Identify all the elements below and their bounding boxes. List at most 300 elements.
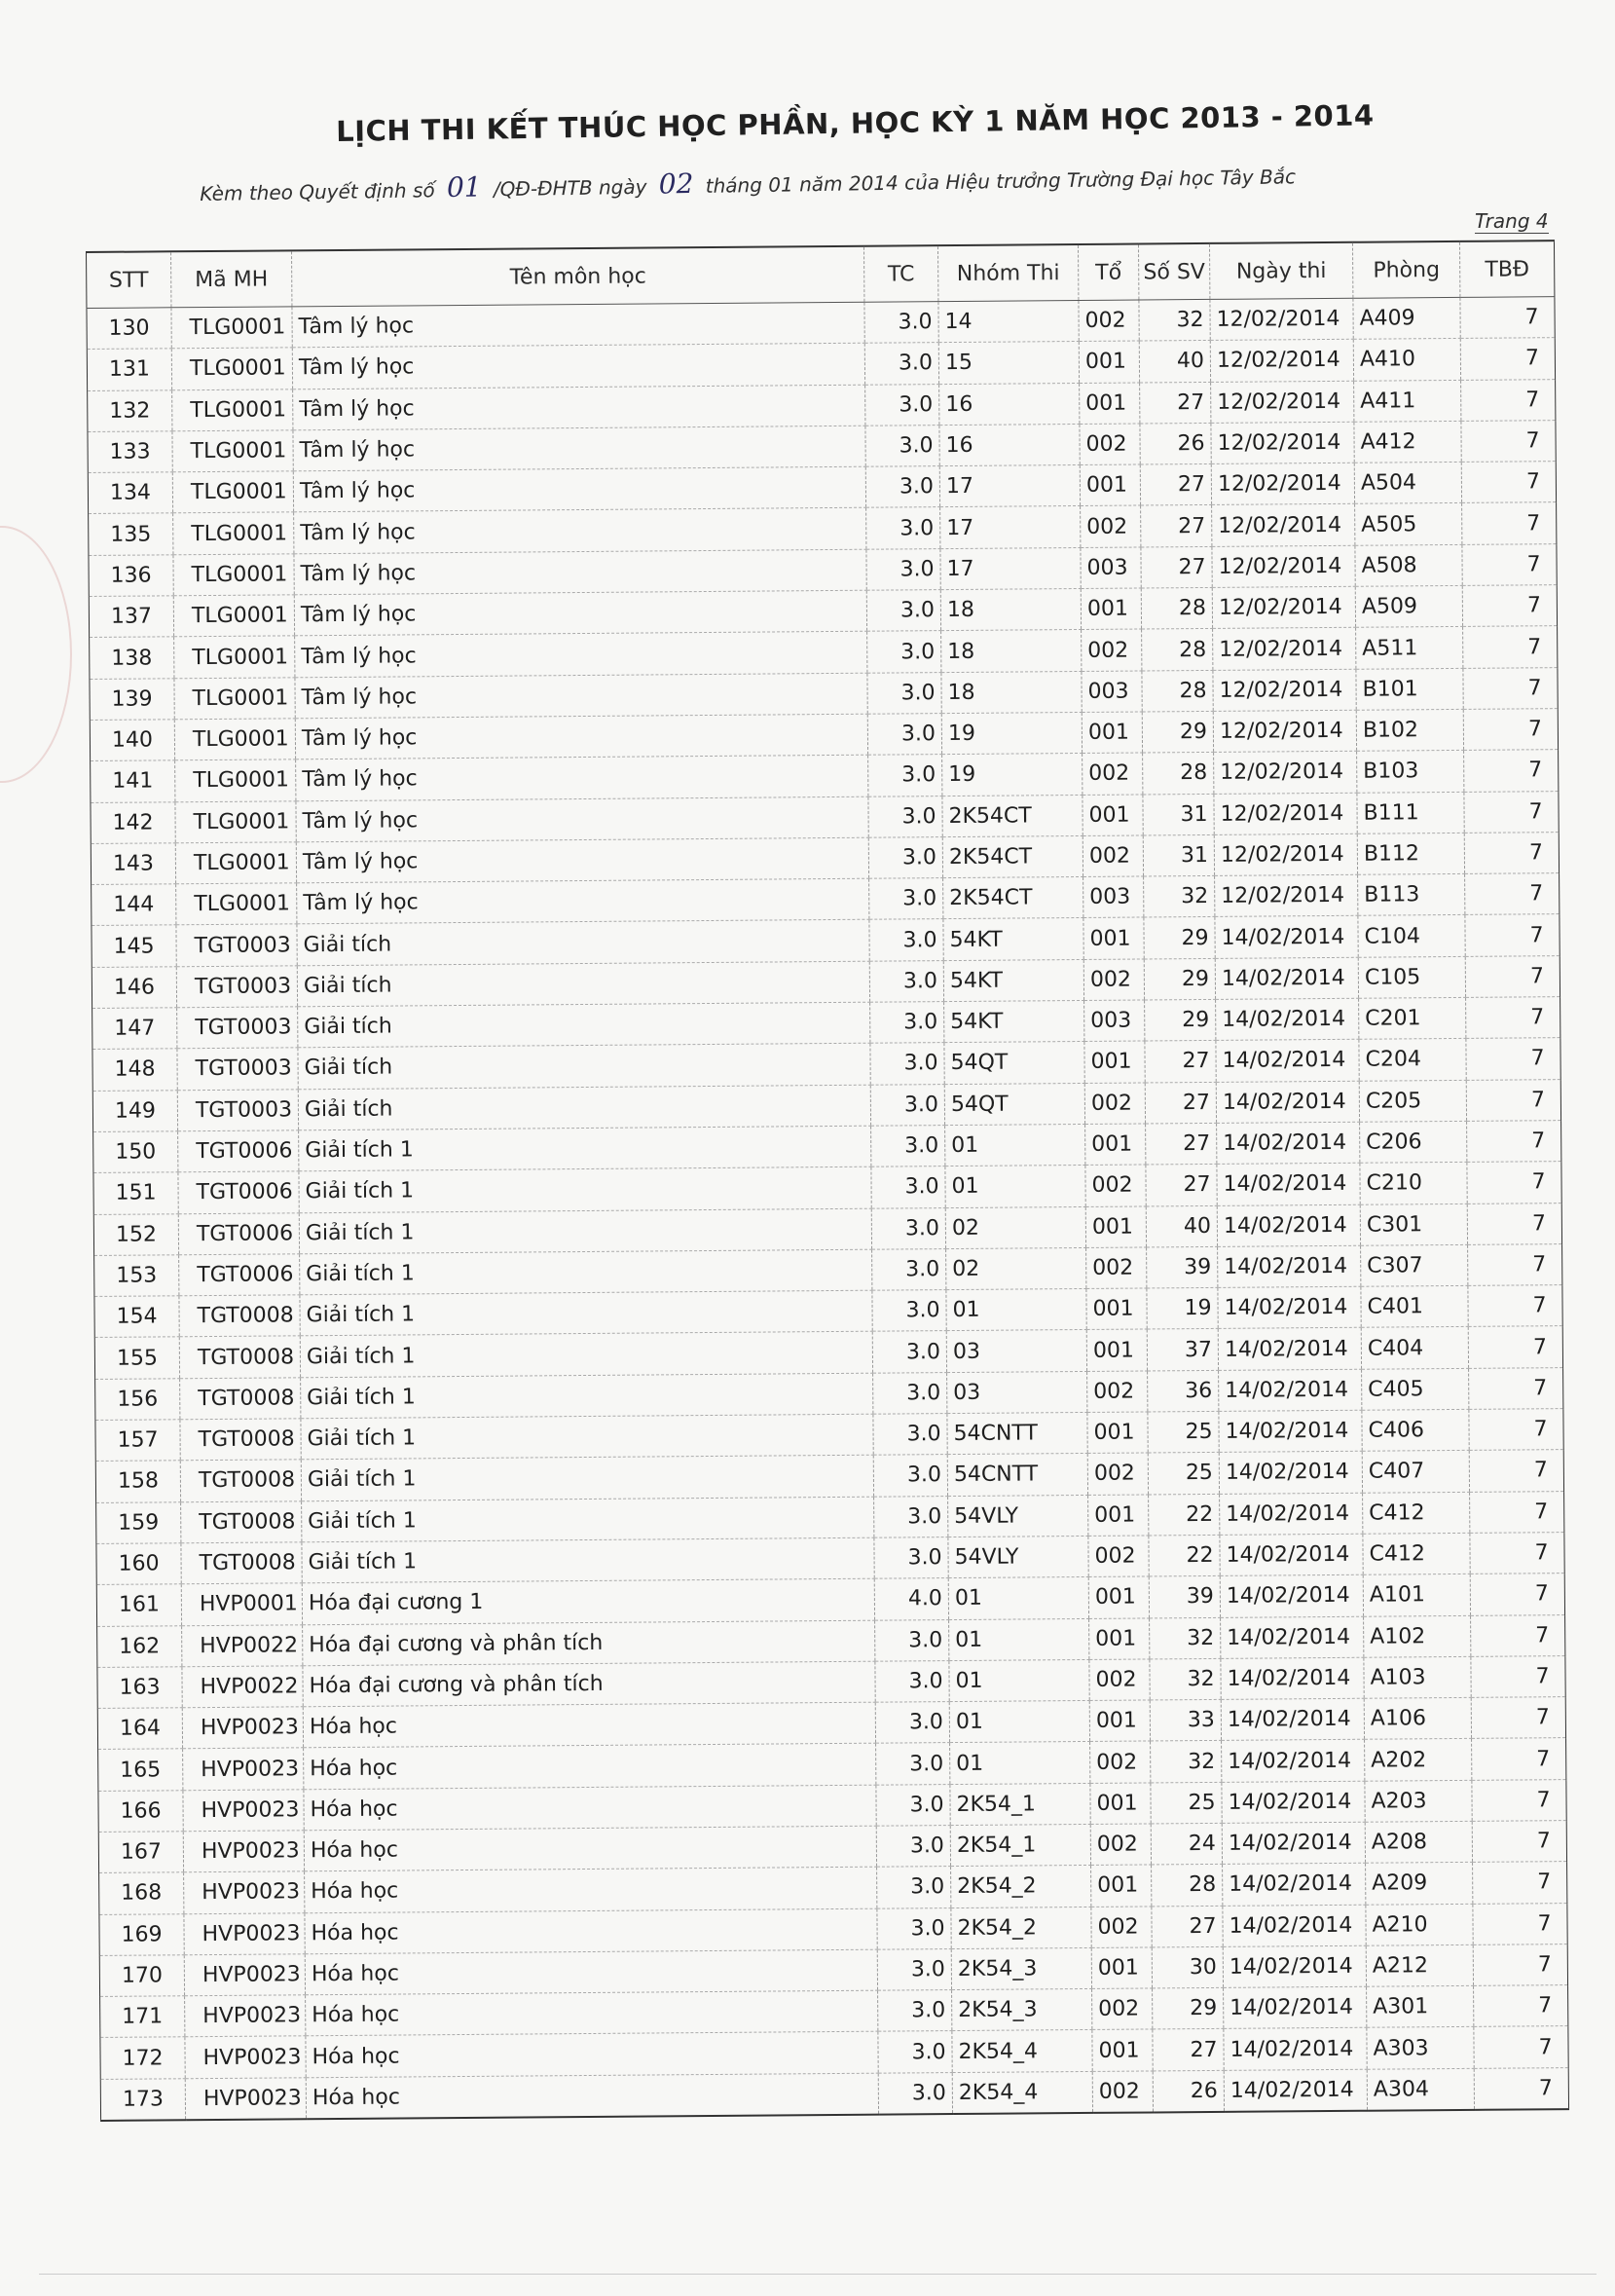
cell-tc: 3.0 xyxy=(865,466,939,508)
cell-ma-mh: HVP0023 xyxy=(183,1831,304,1872)
cell-tbd: 7 xyxy=(1467,1162,1561,1204)
cell-ngay-thi: 14/02/2014 xyxy=(1216,1040,1359,1082)
cell-ngay-thi: 14/02/2014 xyxy=(1219,1452,1362,1494)
cell-nhom-thi: 14 xyxy=(938,300,1079,342)
cell-ma-mh: TLG0001 xyxy=(176,883,297,925)
cell-stt: 170 xyxy=(99,1955,184,1997)
cell-to: 003 xyxy=(1082,671,1142,713)
subtitle-text-1: Kèm theo Quyết định số xyxy=(200,178,435,205)
cell-nhom-thi: 16 xyxy=(939,383,1080,425)
cell-nhom-thi: 54QT xyxy=(944,1042,1084,1084)
cell-tbd: 7 xyxy=(1472,1738,1566,1780)
cell-stt: 162 xyxy=(97,1625,182,1667)
cell-to: 001 xyxy=(1083,795,1143,836)
cell-ten-mon-hoc: Giải tích xyxy=(297,920,869,966)
cell-ngay-thi: 14/02/2014 xyxy=(1220,1534,1363,1575)
cell-tc: 3.0 xyxy=(874,1537,948,1578)
cell-stt: 142 xyxy=(91,801,175,843)
column-header-tbd: TBĐ xyxy=(1459,241,1554,297)
cell-phong: A101 xyxy=(1363,1574,1470,1616)
cell-tc: 3.0 xyxy=(873,1455,947,1497)
cell-nhom-thi: 18 xyxy=(941,630,1082,672)
cell-stt: 161 xyxy=(96,1584,181,1626)
cell-phong: A210 xyxy=(1366,1904,1473,1945)
cell-to: 002 xyxy=(1087,1453,1148,1495)
cell-ten-mon-hoc: Giải tích xyxy=(298,1085,870,1130)
cell-ten-mon-hoc: Tâm lý học xyxy=(296,837,868,883)
cell-phong: A102 xyxy=(1364,1615,1471,1657)
cell-tc: 3.0 xyxy=(872,1290,946,1332)
cell-tc: 3.0 xyxy=(878,2031,952,2073)
cell-ma-mh: TLG0001 xyxy=(171,307,292,349)
cell-tbd: 7 xyxy=(1462,585,1557,627)
cell-ngay-thi: 14/02/2014 xyxy=(1224,1986,1367,2028)
cell-nhom-thi: 2K54_1 xyxy=(950,1783,1090,1825)
cell-phong: B102 xyxy=(1356,709,1463,751)
cell-nhom-thi: 18 xyxy=(941,671,1082,713)
cell-to: 002 xyxy=(1079,300,1139,342)
cell-to: 001 xyxy=(1080,464,1140,506)
cell-tbd: 7 xyxy=(1465,914,1560,956)
cell-tbd: 7 xyxy=(1468,1326,1562,1368)
cell-so-sv: 36 xyxy=(1148,1370,1219,1412)
cell-to: 002 xyxy=(1092,1988,1153,2030)
cell-ngay-thi: 14/02/2014 xyxy=(1224,2028,1367,2070)
cell-so-sv: 32 xyxy=(1151,1741,1222,1783)
cell-nhom-thi: 15 xyxy=(938,342,1079,384)
cell-so-sv: 32 xyxy=(1150,1617,1221,1659)
cell-tbd: 7 xyxy=(1469,1450,1563,1492)
cell-ma-mh: HVP0023 xyxy=(184,1912,305,1954)
cell-stt: 133 xyxy=(88,431,172,473)
cell-to: 001 xyxy=(1091,1947,1152,1989)
cell-tbd: 7 xyxy=(1462,502,1557,544)
cell-ten-mon-hoc: Giải tích xyxy=(297,961,869,1007)
cell-to: 001 xyxy=(1086,1288,1147,1330)
cell-nhom-thi: 17 xyxy=(940,547,1081,589)
cell-ngay-thi: 12/02/2014 xyxy=(1211,463,1354,504)
cell-so-sv: 29 xyxy=(1144,958,1215,1000)
cell-to: 001 xyxy=(1081,588,1141,630)
cell-tc: 3.0 xyxy=(868,836,942,878)
column-header-tc: TC xyxy=(863,245,937,302)
cell-phong: C307 xyxy=(1361,1244,1468,1286)
cell-tbd: 7 xyxy=(1468,1285,1562,1327)
cell-so-sv: 24 xyxy=(1151,1823,1222,1865)
cell-stt: 164 xyxy=(97,1708,182,1750)
cell-nhom-thi: 17 xyxy=(939,465,1080,507)
cell-ma-mh: TLG0001 xyxy=(173,554,294,596)
cell-ngay-thi: 12/02/2014 xyxy=(1213,669,1356,711)
cell-so-sv: 27 xyxy=(1145,1041,1216,1083)
cell-ma-mh: TGT0006 xyxy=(178,1171,299,1213)
column-header-to: Tổ xyxy=(1078,244,1138,301)
cell-ngay-thi: 14/02/2014 xyxy=(1217,1122,1360,1164)
cell-tc: 3.0 xyxy=(872,1331,946,1373)
column-header-ngay-thi: Ngày thi xyxy=(1209,242,1352,300)
cell-stt: 153 xyxy=(94,1255,179,1297)
cell-phong: A504 xyxy=(1354,463,1461,504)
cell-stt: 157 xyxy=(95,1420,180,1462)
cell-tc: 3.0 xyxy=(866,507,940,549)
cell-phong: C412 xyxy=(1363,1492,1470,1534)
cell-phong: A208 xyxy=(1365,1821,1472,1863)
cell-nhom-thi: 18 xyxy=(940,589,1081,631)
page-bottom-edge xyxy=(39,2274,1597,2275)
cell-nhom-thi: 54KT xyxy=(943,959,1083,1001)
cell-phong: C405 xyxy=(1362,1368,1469,1410)
cell-ma-mh: HVP0001 xyxy=(181,1583,302,1625)
cell-ten-mon-hoc: Tâm lý học xyxy=(292,344,864,389)
cell-so-sv: 25 xyxy=(1148,1453,1219,1495)
cell-tc: 3.0 xyxy=(864,302,938,344)
cell-so-sv: 32 xyxy=(1144,876,1215,918)
cell-phong: C201 xyxy=(1359,997,1466,1039)
cell-to: 002 xyxy=(1087,1371,1148,1413)
cell-tc: 3.0 xyxy=(874,1496,948,1537)
cell-phong: A508 xyxy=(1355,544,1462,586)
cell-so-sv: 39 xyxy=(1149,1576,1220,1618)
cell-ngay-thi: 14/02/2014 xyxy=(1222,1781,1365,1823)
cell-phong: C205 xyxy=(1359,1080,1466,1122)
cell-ma-mh: TGT0008 xyxy=(180,1460,301,1501)
cell-nhom-thi: 54CNTT xyxy=(947,1454,1087,1496)
cell-ten-mon-hoc: Tâm lý học xyxy=(293,466,865,512)
cell-ngay-thi: 14/02/2014 xyxy=(1216,1081,1359,1123)
cell-stt: 150 xyxy=(93,1131,178,1173)
cell-phong: A301 xyxy=(1367,1986,1474,2028)
cell-so-sv: 40 xyxy=(1139,341,1210,383)
cell-tc: 3.0 xyxy=(871,1126,945,1167)
cell-ngay-thi: 12/02/2014 xyxy=(1214,793,1357,834)
cell-stt: 137 xyxy=(89,596,173,638)
cell-so-sv: 27 xyxy=(1140,464,1211,506)
cell-stt: 163 xyxy=(97,1667,182,1709)
cell-ngay-thi: 14/02/2014 xyxy=(1221,1657,1364,1699)
cell-to: 002 xyxy=(1082,629,1142,671)
cell-stt: 139 xyxy=(90,678,174,720)
cell-tbd: 7 xyxy=(1465,955,1560,997)
cell-so-sv: 27 xyxy=(1141,546,1212,588)
cell-ngay-thi: 12/02/2014 xyxy=(1212,545,1355,587)
cell-ten-mon-hoc: Tâm lý học xyxy=(295,632,867,678)
cell-ma-mh: HVP0023 xyxy=(184,1954,305,1996)
cell-so-sv: 27 xyxy=(1146,1123,1217,1165)
cell-phong: A212 xyxy=(1366,1944,1473,1986)
cell-tc: 3.0 xyxy=(871,1207,945,1249)
cell-nhom-thi: 2K54_2 xyxy=(951,1907,1091,1948)
cell-ngay-thi: 14/02/2014 xyxy=(1216,998,1359,1040)
cell-tbd: 7 xyxy=(1462,543,1557,585)
cell-to: 002 xyxy=(1080,424,1140,465)
cell-tc: 3.0 xyxy=(868,755,942,796)
cell-phong: C412 xyxy=(1363,1533,1470,1574)
cell-stt: 167 xyxy=(98,1832,183,1873)
cell-tc: 3.0 xyxy=(870,1002,944,1044)
cell-to: 002 xyxy=(1083,753,1143,795)
cell-ten-mon-hoc: Hóa đại cương và phân tích xyxy=(303,1661,875,1707)
cell-stt: 141 xyxy=(91,760,175,802)
cell-ma-mh: TLG0001 xyxy=(173,595,294,637)
cell-ten-mon-hoc: Tâm lý học xyxy=(295,714,867,759)
cell-to: 001 xyxy=(1085,1206,1146,1248)
cell-ma-mh: TLG0001 xyxy=(174,636,295,678)
cell-tbd: 7 xyxy=(1469,1409,1563,1451)
cell-tbd: 7 xyxy=(1464,832,1559,873)
cell-ten-mon-hoc: Hóa học xyxy=(305,1867,877,1912)
cell-phong: A202 xyxy=(1365,1739,1472,1781)
cell-to: 001 xyxy=(1080,383,1140,425)
cell-stt: 143 xyxy=(91,843,175,885)
cell-tc: 3.0 xyxy=(877,1867,951,1908)
cell-ma-mh: TGT0003 xyxy=(177,1007,298,1049)
cell-nhom-thi: 19 xyxy=(941,712,1082,754)
cell-tc: 3.0 xyxy=(864,343,938,385)
cell-so-sv: 37 xyxy=(1147,1329,1218,1371)
cell-ngay-thi: 14/02/2014 xyxy=(1215,957,1358,999)
cell-so-sv: 29 xyxy=(1144,917,1215,959)
cell-phong: A411 xyxy=(1354,380,1461,422)
cell-tbd: 7 xyxy=(1473,1944,1567,1985)
cell-stt: 132 xyxy=(88,389,172,431)
cell-tbd: 7 xyxy=(1465,873,1560,915)
cell-stt: 138 xyxy=(90,637,174,679)
cell-tc: 3.0 xyxy=(872,1248,946,1290)
cell-tbd: 7 xyxy=(1464,791,1559,833)
cell-so-sv: 33 xyxy=(1150,1699,1221,1741)
cell-tbd: 7 xyxy=(1468,1243,1562,1285)
cell-tc: 3.0 xyxy=(876,1784,950,1826)
cell-nhom-thi: 01 xyxy=(949,1618,1089,1660)
cell-ngay-thi: 12/02/2014 xyxy=(1215,874,1358,916)
cell-ngay-thi: 14/02/2014 xyxy=(1220,1574,1363,1616)
cell-nhom-thi: 01 xyxy=(949,1659,1089,1701)
cell-so-sv: 32 xyxy=(1150,1658,1221,1700)
cell-nhom-thi: 03 xyxy=(946,1330,1086,1372)
cell-phong: A103 xyxy=(1364,1656,1471,1698)
cell-ten-mon-hoc: Hóa đại cương 1 xyxy=(302,1578,874,1624)
cell-nhom-thi: 54VLY xyxy=(948,1536,1088,1577)
cell-phong: B103 xyxy=(1357,751,1464,793)
cell-ten-mon-hoc: Giải tích xyxy=(298,1044,870,1090)
cell-to: 002 xyxy=(1085,1165,1146,1206)
cell-ma-mh: TGT0008 xyxy=(181,1542,302,1584)
cell-tbd: 7 xyxy=(1474,2026,1568,2068)
cell-tbd: 7 xyxy=(1466,1038,1560,1080)
cell-ngay-thi: 12/02/2014 xyxy=(1211,422,1354,463)
table-body xyxy=(87,297,1569,2121)
cell-phong: B113 xyxy=(1358,874,1465,916)
cell-stt: 140 xyxy=(90,720,174,761)
page-number: Trang 4 xyxy=(1475,209,1549,233)
cell-tc: 3.0 xyxy=(869,919,943,961)
exam-schedule-table-wrap xyxy=(86,240,1568,2122)
cell-nhom-thi: 03 xyxy=(947,1371,1087,1413)
cell-phong: C406 xyxy=(1362,1409,1469,1451)
cell-phong: C206 xyxy=(1360,1121,1467,1163)
cell-stt: 144 xyxy=(92,884,176,926)
cell-ngay-thi: 14/02/2014 xyxy=(1221,1616,1364,1658)
cell-tc: 3.0 xyxy=(873,1372,947,1414)
cell-tc: 3.0 xyxy=(876,1743,950,1785)
cell-stt: 152 xyxy=(93,1213,178,1255)
cell-ngay-thi: 12/02/2014 xyxy=(1213,628,1356,670)
cell-ten-mon-hoc: Hóa học xyxy=(305,1949,877,1995)
cell-so-sv: 31 xyxy=(1143,794,1214,835)
cell-tbd: 7 xyxy=(1463,626,1558,668)
cell-to: 003 xyxy=(1084,1000,1145,1042)
cell-ngay-thi: 14/02/2014 xyxy=(1223,1905,1366,1946)
cell-ngay-thi: 12/02/2014 xyxy=(1211,381,1354,423)
cell-ma-mh: HVP0022 xyxy=(182,1666,303,1708)
cell-phong: A511 xyxy=(1356,627,1463,669)
cell-to: 001 xyxy=(1088,1576,1149,1618)
cell-to: 002 xyxy=(1088,1536,1149,1577)
cell-nhom-thi: 01 xyxy=(945,1124,1085,1166)
cell-tc: 3.0 xyxy=(875,1702,949,1744)
cell-tbd: 7 xyxy=(1471,1697,1565,1739)
cell-nhom-thi: 54VLY xyxy=(948,1495,1088,1537)
cell-tc: 3.0 xyxy=(878,2072,952,2114)
cell-ma-mh: TGT0006 xyxy=(178,1212,299,1254)
cell-so-sv: 29 xyxy=(1142,711,1213,753)
cell-stt: 166 xyxy=(98,1790,183,1832)
cell-ngay-thi: 14/02/2014 xyxy=(1219,1410,1362,1452)
cell-ngay-thi: 12/02/2014 xyxy=(1212,504,1355,546)
cell-ma-mh: TGT0008 xyxy=(180,1378,301,1420)
cell-ngay-thi: 12/02/2014 xyxy=(1210,298,1353,340)
cell-tc: 3.0 xyxy=(875,1619,949,1661)
cell-tbd: 7 xyxy=(1470,1574,1564,1615)
cell-tc: 4.0 xyxy=(874,1578,948,1620)
cell-ma-mh: TGT0006 xyxy=(178,1130,299,1172)
cell-nhom-thi: 2K54CT xyxy=(942,795,1083,836)
cell-to: 003 xyxy=(1081,547,1141,589)
column-header-nhom-thi: Nhóm Thi xyxy=(937,244,1078,302)
cell-nhom-thi: 17 xyxy=(940,506,1081,548)
cell-ten-mon-hoc: Tâm lý học xyxy=(294,508,866,554)
cell-nhom-thi: 2K54_2 xyxy=(951,1866,1091,1907)
cell-phong: C404 xyxy=(1361,1327,1468,1369)
cell-nhom-thi: 2K54_3 xyxy=(952,1989,1092,2031)
cell-stt: 147 xyxy=(92,1008,177,1050)
cell-so-sv: 27 xyxy=(1141,505,1212,547)
column-header-so-sv: Số SV xyxy=(1138,243,1209,300)
cell-ngay-thi: 14/02/2014 xyxy=(1223,1864,1366,1906)
cell-tbd: 7 xyxy=(1466,997,1560,1039)
subtitle-text-3: tháng 01 năm 2014 của Hiệu trưởng Trường Đại học Tây Bắc xyxy=(705,165,1297,198)
cell-tbd: 7 xyxy=(1473,1862,1567,1904)
cell-to: 002 xyxy=(1092,2071,1153,2113)
cell-tbd: 7 xyxy=(1460,338,1555,380)
cell-phong: A209 xyxy=(1366,1863,1473,1905)
cell-phong: A303 xyxy=(1367,2027,1474,2069)
cell-ma-mh: TLG0001 xyxy=(175,759,296,801)
cell-tbd: 7 xyxy=(1471,1655,1565,1697)
cell-ma-mh: TGT0008 xyxy=(180,1419,301,1461)
cell-ten-mon-hoc: Tâm lý học xyxy=(293,426,865,471)
cell-nhom-thi: 16 xyxy=(939,424,1080,465)
cell-stt: 146 xyxy=(92,967,176,1009)
cell-phong: A505 xyxy=(1355,503,1462,545)
cell-ma-mh: HVP0023 xyxy=(185,2078,306,2121)
cell-to: 001 xyxy=(1089,1617,1150,1659)
cell-ten-mon-hoc: Hóa học xyxy=(306,2073,878,2119)
cell-ten-mon-hoc: Tâm lý học xyxy=(295,673,867,719)
cell-phong: A509 xyxy=(1355,585,1462,627)
cell-so-sv: 31 xyxy=(1143,834,1214,876)
cell-ten-mon-hoc: Giải tích 1 xyxy=(300,1290,872,1336)
cell-ma-mh: TLG0001 xyxy=(175,842,296,884)
cell-nhom-thi: 54KT xyxy=(944,1001,1084,1043)
cell-ma-mh: TLG0001 xyxy=(173,512,294,554)
cell-so-sv: 29 xyxy=(1153,1988,1224,2030)
cell-tbd: 7 xyxy=(1472,1821,1566,1863)
cell-tbd: 7 xyxy=(1470,1533,1564,1574)
cell-so-sv: 26 xyxy=(1140,423,1211,464)
cell-to: 002 xyxy=(1090,1824,1151,1866)
cell-so-sv: 28 xyxy=(1142,670,1213,712)
cell-ten-mon-hoc: Tâm lý học xyxy=(294,549,866,595)
cell-tbd: 7 xyxy=(1467,1203,1561,1244)
cell-to: 002 xyxy=(1083,959,1144,1001)
column-header-ma-mh: Mã MH xyxy=(171,250,292,307)
cell-ngay-thi: 14/02/2014 xyxy=(1218,1328,1361,1370)
cell-phong: C407 xyxy=(1362,1451,1469,1493)
cell-stt: 131 xyxy=(87,349,171,390)
cell-tc: 3.0 xyxy=(865,426,939,467)
cell-tc: 3.0 xyxy=(866,590,940,632)
cell-nhom-thi: 02 xyxy=(946,1247,1086,1289)
cell-phong: A412 xyxy=(1354,421,1461,463)
cell-tbd: 7 xyxy=(1463,667,1558,709)
cell-so-sv: 27 xyxy=(1153,2029,1224,2071)
cell-tc: 3.0 xyxy=(867,714,941,756)
decision-number: 01 xyxy=(446,170,482,204)
cell-ten-mon-hoc: Giải tích 1 xyxy=(302,1497,874,1542)
cell-ngay-thi: 14/02/2014 xyxy=(1218,1245,1361,1287)
cell-stt: 168 xyxy=(99,1872,184,1914)
cell-tc: 3.0 xyxy=(878,1990,952,2032)
cell-phong: B101 xyxy=(1356,668,1463,710)
cell-ngay-thi: 14/02/2014 xyxy=(1217,1163,1360,1204)
cell-tc: 3.0 xyxy=(870,1043,944,1085)
cell-ma-mh: TGT0008 xyxy=(181,1500,302,1542)
cell-stt: 134 xyxy=(88,472,172,514)
cell-ma-mh: TGT0006 xyxy=(179,1254,300,1296)
cell-so-sv: 32 xyxy=(1139,299,1210,341)
cell-nhom-thi: 2K54_4 xyxy=(952,2071,1092,2114)
cell-ten-mon-hoc: Giải tích 1 xyxy=(301,1414,873,1460)
cell-ten-mon-hoc: Giải tích 1 xyxy=(302,1537,874,1583)
cell-nhom-thi: 19 xyxy=(942,754,1083,796)
cell-tbd: 7 xyxy=(1461,462,1556,503)
cell-tc: 3.0 xyxy=(873,1414,947,1456)
cell-nhom-thi: 2K54_3 xyxy=(951,1947,1091,1989)
subtitle-text-2: /QĐ-ĐHTB ngày xyxy=(493,174,647,202)
cell-nhom-thi: 54CNTT xyxy=(947,1412,1087,1454)
cell-tbd: 7 xyxy=(1464,750,1559,792)
cell-stt: 145 xyxy=(92,925,176,967)
cell-tbd: 7 xyxy=(1460,297,1555,339)
cell-to: 001 xyxy=(1089,1700,1150,1742)
cell-ngay-thi: 14/02/2014 xyxy=(1224,2069,1367,2112)
cell-ma-mh: TGT0003 xyxy=(177,1048,298,1090)
cell-stt: 156 xyxy=(95,1378,180,1420)
cell-ngay-thi: 14/02/2014 xyxy=(1221,1698,1364,1740)
cell-ngay-thi: 14/02/2014 xyxy=(1223,1945,1366,1987)
cell-tc: 3.0 xyxy=(866,548,940,590)
